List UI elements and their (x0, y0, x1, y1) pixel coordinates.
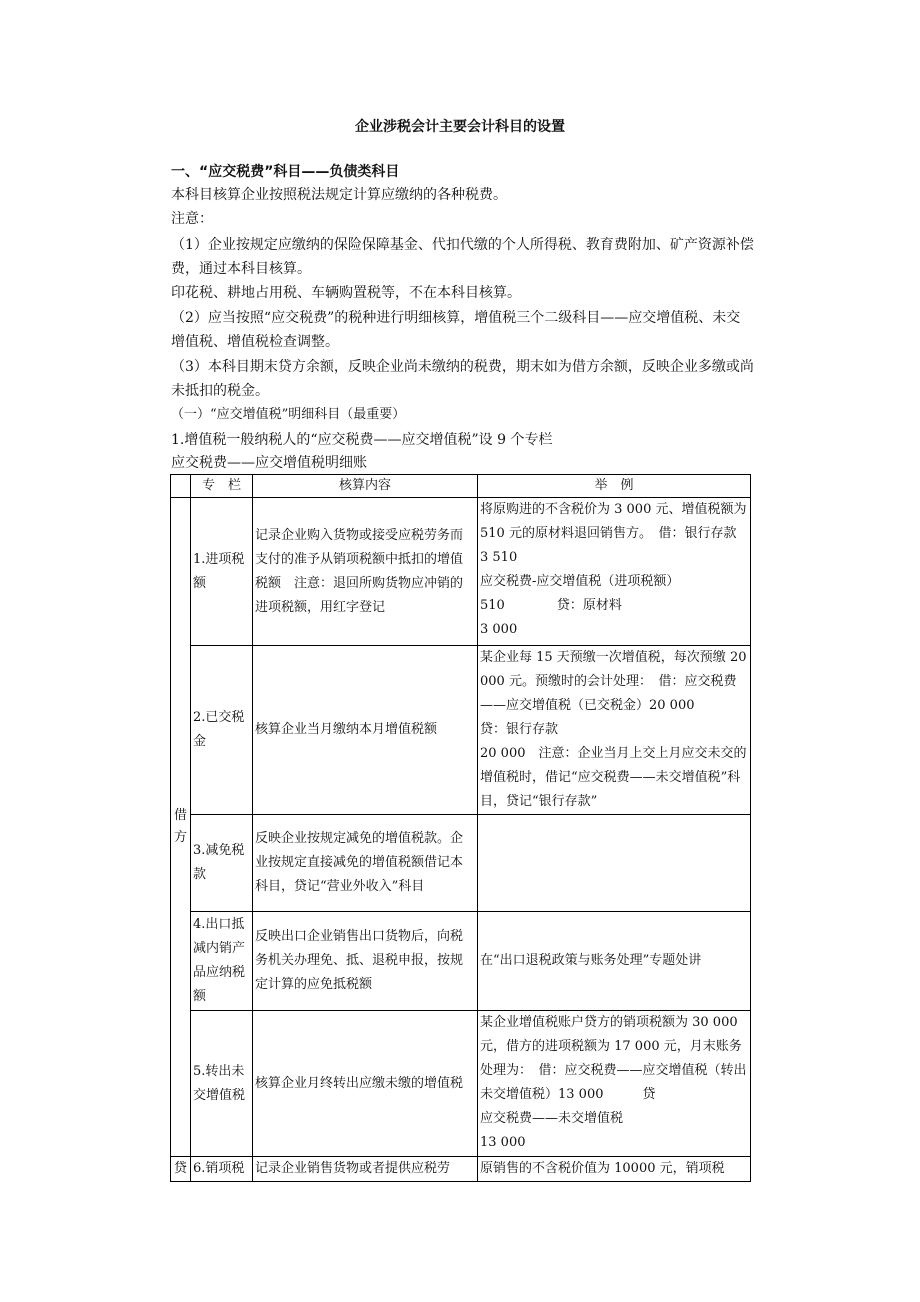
row-content: 核算企业月终转出应缴未缴的增值税 (253, 1011, 478, 1157)
table-caption: 应交税费——应交增值税明细账 (171, 455, 367, 471)
note3-line1: （3）本科目期末贷方余额，反映企业尚未缴纳的税费，期末如为借方余额，反映企业多缴或尚 (171, 359, 754, 375)
subsection-heading: （一）“应交增值税”明细科目（最重要） (171, 407, 406, 422)
note2-line2: 增值税、增值税检查调整。 (171, 334, 339, 350)
table-row (171, 1157, 751, 1182)
row-name: 4.出口抵减内销产品应纳税额 (191, 912, 253, 1011)
note-label: 注意： (171, 211, 213, 227)
table-row (171, 1011, 751, 1157)
row-example: 某企业每 15 天预缴一次增值税，每次预缴 20 000 元。预缴时的会计处理： 借：应交税费——应交增值税（已交税金）20 000 贷：银行存款 20 000 注意：企业当月上交上月应交未交的增值税时，借记“应交税费——未交增值税”科目，贷记“银行存款” (480, 650, 747, 809)
row-content: 核算企业当月缴纳本月增值税额 (253, 646, 478, 815)
row-name: 2.已交税金 (191, 646, 253, 815)
row-example-cell (478, 1157, 751, 1182)
row-name: 5.转出未交增值税 (191, 1011, 253, 1157)
row-name: 1.进项税额 (191, 498, 253, 646)
intro-text: 本科目核算企业按照税法规定计算应缴纳的各种税费。 (171, 187, 507, 203)
row-example: 将原购进的不含税价为 3 000 元、增值税额为 510 元的原材料退回销售方。 借：银行存款 3 510 应交税费-应交增值税（进项税额） 510 贷：原材料 3 000 (480, 502, 747, 637)
row-name: 6.销项税 (191, 1157, 253, 1182)
section-heading: 一、“应交税费”科目——负债类科目 (171, 164, 400, 180)
note1-extra: 印花税、耕地占用税、车辆购置税等，不在本科目核算。 (171, 285, 521, 301)
row-example-cell (478, 646, 751, 815)
row-example-cell (478, 1011, 751, 1157)
row-example-cell (478, 912, 751, 1011)
credit-side-cell (171, 1157, 191, 1182)
table-row (171, 646, 751, 815)
row-content: 反映出口企业销售出口货物后，向税务机关办理免、抵、退税申报，按规定计算的应免抵税额 (253, 912, 478, 1011)
row-example-cell (478, 815, 751, 912)
note2-line1: （2）应当按照“应交税费”的税种进行明细核算，增值税三个二级科目——应交增值税、未交 (171, 310, 741, 326)
row-example: 某企业增值税账户贷方的销项税额为 30 000 元，借方的进项税额为 17 000 元，月末账务处理为： 借：应交税费——应交增值税（转出未交增值税）13 000 贷 应交税费——未交增值税 13 000 (480, 1015, 747, 1150)
row-content: 记录企业购入货物或接受应税劳务而支付的准予从销项税额中抵扣的增值税额 注意：退回所购货物应冲销的进项税额，用红字登记 (253, 498, 478, 646)
header-zhuanlan: 专 栏 (191, 475, 253, 498)
debit-side-cell (171, 498, 191, 1157)
table-row (171, 498, 751, 646)
row-content: 反映企业按规定减免的增值税款。企业按规定直接减免的增值税额借记本科目，贷记“营业外收入”科目 (253, 815, 478, 912)
note1-line1: （1）企业按规定应缴纳的保险保障基金、代扣代缴的个人所得税、教育费附加、矿产资源补偿 (171, 237, 754, 253)
table-row (171, 815, 751, 912)
header-blank (171, 475, 191, 498)
row-example: 原销售的不含税价值为 10000 元，销项税 (480, 1161, 725, 1176)
ledger-table (170, 474, 751, 1182)
note3-line2: 未抵扣的税金。 (171, 383, 269, 399)
row-example-cell (478, 498, 751, 646)
header-content: 核算内容 (253, 475, 478, 498)
table-row (171, 912, 751, 1011)
credit-side-label: 贷 (173, 1161, 187, 1176)
document-title: 企业涉税会计主要会计科目的设置 (355, 119, 565, 135)
note1-line2: 费，通过本科目核算。 (171, 261, 311, 277)
row-content: 记录企业销售货物或者提供应税劳 (253, 1157, 478, 1182)
row-name: 3.减免税款 (191, 815, 253, 912)
table-header-row (171, 475, 751, 498)
header-example: 举 例 (478, 475, 751, 498)
row-example: 在“出口退税政策与账务处理”专题处讲 (480, 953, 702, 968)
item1-text: 1.增值税一般纳税人的“应交税费——应交增值税”设 9 个专栏 (171, 432, 553, 448)
debit-side-label: 借方 (173, 808, 187, 845)
